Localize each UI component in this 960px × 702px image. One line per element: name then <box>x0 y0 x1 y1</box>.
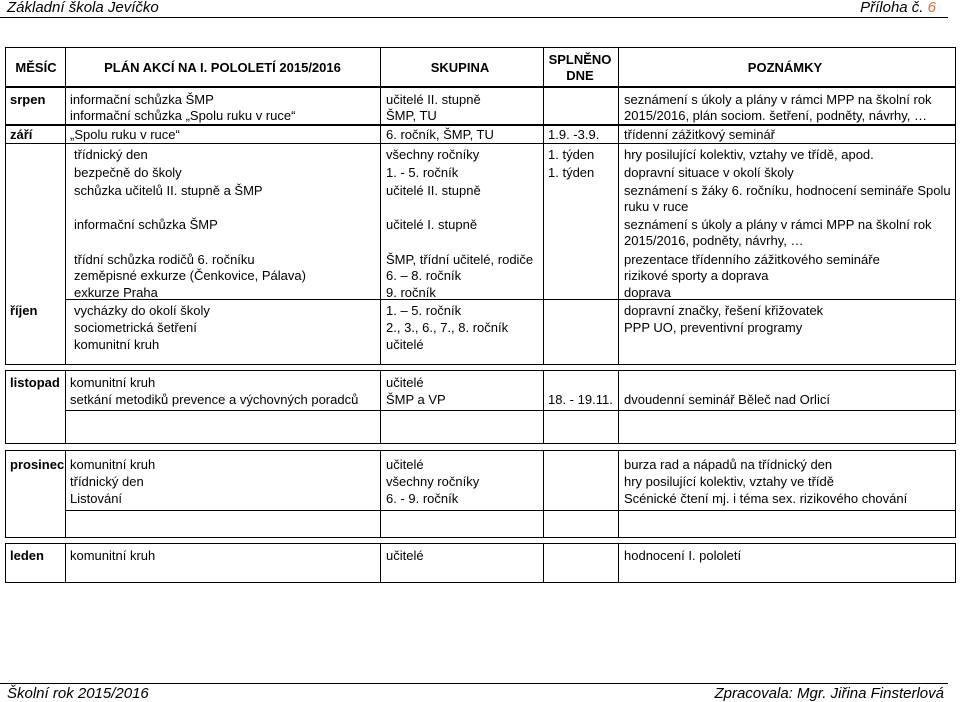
group-cell: 1. - 5. ročník <box>386 165 459 180</box>
month-rijen: říjen <box>10 303 38 318</box>
plan-cell: informační schůzka „Spolu ruku v ruce“ <box>70 108 296 123</box>
month-srpen: srpen <box>10 92 46 107</box>
col-group: SKUPINA <box>430 60 490 75</box>
col-divider <box>380 450 381 538</box>
plan-cell: informační schůzka ŠMP <box>70 92 214 107</box>
note-cell: dvoudenní seminář Běleč nad Orlicí <box>624 392 830 407</box>
note-cell: PPP UO, preventivní programy <box>624 320 803 335</box>
group-cell: všechny ročníky <box>386 147 480 162</box>
plan-cell: komunitní kruh <box>70 548 156 563</box>
note-cell: seznámení s žáky 6. ročníku, hodnocení semináře Spolu <box>624 183 951 198</box>
done-cell: 1. týden <box>548 147 595 162</box>
col-notes: POZNÁMKY <box>747 60 823 75</box>
group-cell: učitelé <box>386 337 424 352</box>
note-cell: doprava <box>624 285 671 300</box>
note-cell: 2015/2016, plán sociom. šetření, podněty, návrhy, … <box>624 108 928 123</box>
group-cell: ŠMP, TU <box>386 108 437 123</box>
note-cell: 2015/2016, podněty, návrhy, … <box>624 233 804 248</box>
plan-cell: Listování <box>70 491 123 506</box>
plan-cell: exkurze Praha <box>74 285 158 300</box>
appendix-prefix: Příloha č. <box>860 0 924 16</box>
plan-cell: informační schůzka ŠMP <box>74 217 218 232</box>
author: Zpracovala: Mgr. Jiřina Finsterlová <box>714 685 944 702</box>
col-month: MĚSÍC <box>15 60 57 75</box>
plan-cell: schůzka učitelů II. stupně a ŠMP <box>74 183 263 198</box>
done-cell: 1.9. -3.9. <box>548 127 600 142</box>
row-divider <box>65 410 956 411</box>
note-cell: rizikové sporty a doprava <box>624 268 769 283</box>
group-cell: ŠMP a VP <box>386 392 446 407</box>
col-divider <box>543 543 544 583</box>
done-cell: 1. týden <box>548 165 595 180</box>
month-listopad: listopad <box>10 375 60 390</box>
table-header-border <box>5 47 956 87</box>
plan-cell: komunitní kruh <box>70 457 156 472</box>
group-cell: 6. ročník, ŠMP, TU <box>386 127 494 142</box>
month-zari: září <box>10 127 33 142</box>
note-cell: hry posilující kolektiv, vztahy ve třídě <box>624 474 835 489</box>
group-cell: učitelé <box>386 457 424 472</box>
plan-cell: komunitní kruh <box>74 337 160 352</box>
plan-cell: vycházky do okolí školy <box>74 303 210 318</box>
section-zari-rijen-border <box>5 125 956 365</box>
note-cell: třídenní zážitkový seminář <box>624 127 776 142</box>
plan-cell: zeměpisné exkurze (Čenkovice, Pálava) <box>74 268 306 283</box>
plan-cell: třídní schůzka rodičů 6. ročníku <box>74 252 255 267</box>
note-cell: Scénické čtení mj. i téma sex. rizikového chování <box>624 491 908 506</box>
col-plan: PLÁN AKCÍ NA I. POLOLETÍ 2015/2016 <box>104 60 341 75</box>
group-cell: všechny ročníky <box>386 474 480 489</box>
plan-cell: třídnický den <box>70 474 144 489</box>
col-divider <box>380 47 381 365</box>
note-cell: hodnocení I. pololetí <box>624 548 742 563</box>
school-name: Základní škola Jevíčko <box>7 0 159 16</box>
note-cell: seznámení s úkoly a plány v rámci MPP na školní rok <box>624 92 932 107</box>
school-year: Školní rok 2015/2016 <box>7 685 149 702</box>
group-cell: 6. - 9. ročník <box>386 491 459 506</box>
note-cell: ruku v ruce <box>624 199 689 214</box>
section-prosinec-border <box>5 450 956 538</box>
col-done-line1: SPLNĚNO <box>548 52 612 67</box>
note-cell: prezentace třídenního zážitkového semináře <box>624 252 880 267</box>
col-done-line2: DNE <box>566 68 594 83</box>
note-cell: dopravní situace v okolí školy <box>624 165 794 180</box>
group-cell: 6. – 8. ročník <box>386 268 462 283</box>
group-cell: ŠMP, třídní učitelé, rodiče <box>386 252 534 267</box>
note-cell: seznámení s úkoly a plány v rámci MPP na školní rok <box>624 217 932 232</box>
col-divider <box>543 450 544 538</box>
group-cell: učitelé I. stupně <box>386 217 478 232</box>
col-divider <box>380 370 381 444</box>
plan-cell: třídnický den <box>74 147 148 162</box>
note-cell: hry posilující kolektiv, vztahy ve třídě, apod. <box>624 147 874 162</box>
group-cell: 9. ročník <box>386 285 436 300</box>
group-cell: učitelé II. stupně <box>386 183 481 198</box>
section-leden-border <box>5 543 956 583</box>
col-divider <box>618 450 619 538</box>
row-divider <box>5 143 956 144</box>
row-divider <box>65 299 956 300</box>
month-prosinec: prosinec <box>10 457 65 472</box>
plan-cell: sociometrická šetření <box>74 320 197 335</box>
col-divider <box>65 47 66 365</box>
section-srpen-border <box>5 87 956 125</box>
plan-cell: komunitní kruh <box>70 375 156 390</box>
section-listopad-border <box>5 370 956 444</box>
group-cell: učitelé <box>386 375 424 390</box>
appendix-label <box>860 0 936 16</box>
header-divider <box>0 17 948 18</box>
plan-cell: setkání metodiků prevence a výchovných poradců <box>70 392 359 407</box>
col-divider <box>65 450 66 538</box>
plan-cell: „Spolu ruku v ruce“ <box>70 127 180 142</box>
col-divider <box>543 370 544 444</box>
plan-cell: bezpečně do školy <box>74 165 182 180</box>
col-divider <box>543 47 544 365</box>
col-divider <box>618 47 619 365</box>
group-cell: 2., 3., 6., 7., 8. ročník <box>386 320 509 335</box>
done-cell: 18. - 19.11. <box>548 392 613 407</box>
note-cell: burza rad a nápadů na třídnický den <box>624 457 833 472</box>
col-divider <box>65 370 66 444</box>
appendix-number: 6 <box>927 0 936 16</box>
footer-divider <box>0 683 948 684</box>
col-divider <box>380 543 381 583</box>
note-cell: dopravní značky, řešení křižovatek <box>624 303 824 318</box>
group-cell: učitelé II. stupně <box>386 92 481 107</box>
col-divider <box>618 543 619 583</box>
group-cell: 1. – 5. ročník <box>386 303 462 318</box>
col-divider <box>65 543 66 583</box>
row-divider <box>65 510 956 511</box>
group-cell: učitelé <box>386 548 424 563</box>
col-divider <box>618 370 619 444</box>
month-leden: leden <box>10 548 44 563</box>
